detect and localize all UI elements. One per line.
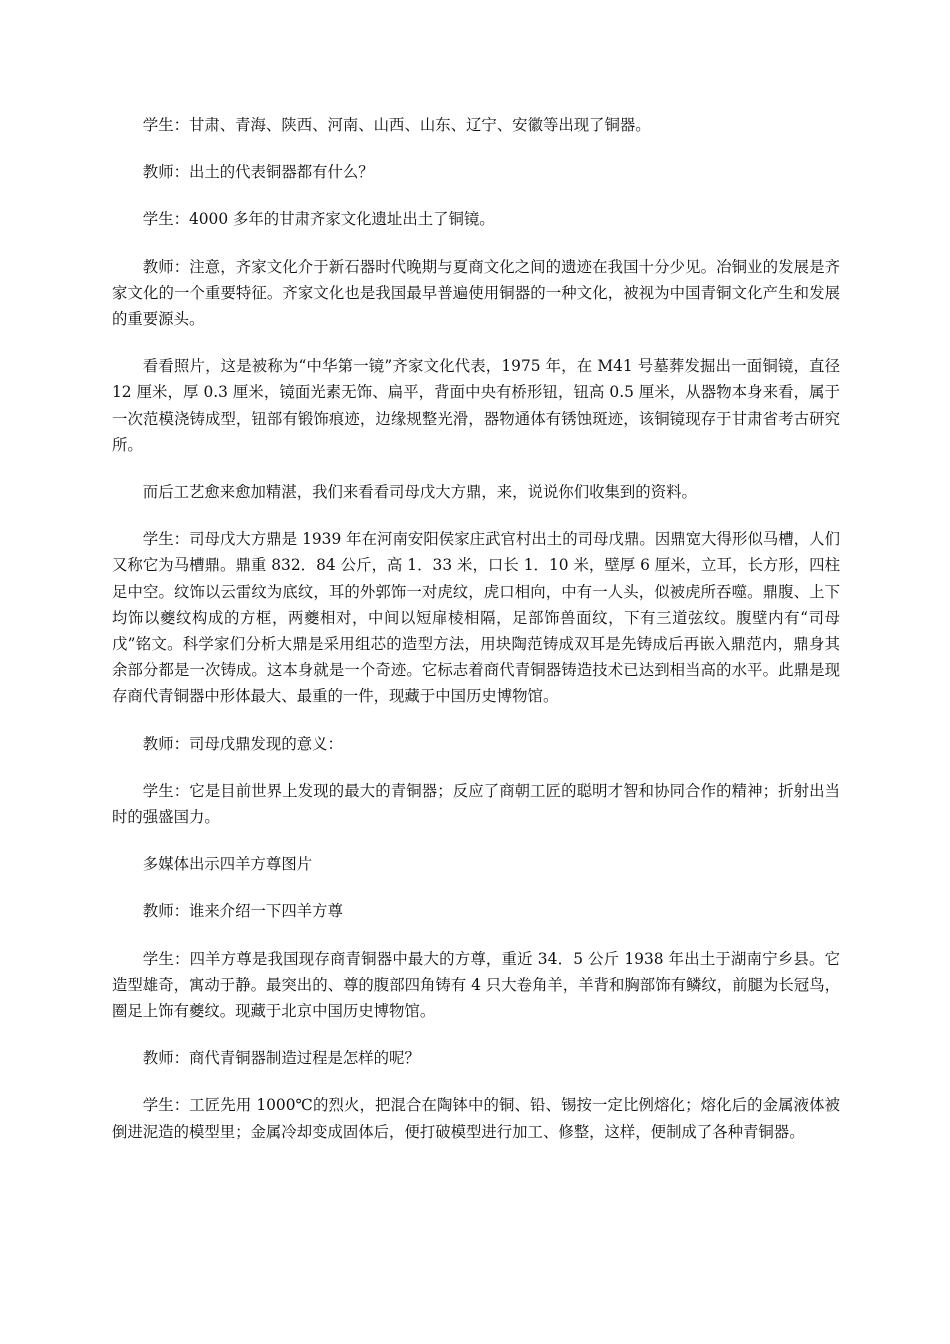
document-page [112, 112, 840, 1166]
paragraph-student-sheep-zun: 学生：四羊方尊是我国现存商青铜器中最大的方尊，重近 34．5 公斤 1938 年出土于湖南宁乡县。它造型雄奇，寓动于静。最突出的、尊的腹部四角铸有 4 只大卷角羊，羊背和胸部饰有鳞纹，前腿为长冠鸟，圈足上饰有夔纹。现藏于北京中国历史博物馆。 [112, 949, 840, 1021]
paragraph-student-simuwu: 学生：司母戊大方鼎是 1939 年在河南安阳侯家庄武官村出土的司母戊鼎。因鼎宽大得形似马槽，人们又称它为马槽鼎。鼎重 832．84 公斤，高 1．33 米，口长 1．10 米，壁厚 6 厘米，立耳，长方形，四柱足中空。纹饰以云雷纹为底纹，耳的外郭饰一对虎纹，虎口相向，中有一人头，似被虎所吞噬。鼎腹、上下均饰以夔纹构成的方框，两夔相对，中间以短扉棱相隔，足部饰兽面纹，下有三道弦纹。腹壁内有“司母戊”铭文。科学家们分析大鼎是采用组芯的造型方法，用块陶范铸成双耳是先铸成后再嵌入鼎范内，鼎身其余部分都是一次铸成。这本身就是一个奇迹。它标志着商代青铜器铸造技术已达到相当高的水平。此鼎是现存商代青铜器中形体最大、最重的一件，现藏于中国历史博物馆。 [112, 530, 840, 706]
paragraph-student-significance: 学生：它是目前世界上发现的最大的青铜器；反应了商朝工匠的聪明才智和协同合作的精神；折射出当时的强盛国力。 [112, 781, 840, 827]
paragraph-teacher-process: 教师：商代青铜器制造过程是怎样的呢？ [142, 1049, 420, 1068]
paragraph-teacher-sheep-zun: 教师：谁来介绍一下四羊方尊 [142, 902, 343, 921]
paragraph-teacher-significance: 教师：司母戊鼎发现的意义： [142, 734, 343, 753]
paragraph-student-regions: 学生：甘肃、青海、陕西、河南、山西、山东、辽宁、安徽等出现了铜器。 [142, 116, 651, 134]
paragraph-teacher-qijia-culture: 教师：注意，齐家文化介于新石器时代晚期与夏商文化之间的遗迹在我国十分少见。冶铜业的发展是齐家文化的一个重要特征。齐家文化也是我国最早普遍使用铜器的一种文化，被视为中国青铜文化产生和发展的重要源头。 [112, 257, 840, 329]
paragraph-student-bronze-mirror: 学生：4000 多年的甘肃齐家文化遗址出土了铜镜。 [142, 210, 495, 229]
paragraph-teacher-question-artifacts: 教师：出土的代表铜器都有什么？ [142, 163, 374, 182]
paragraph-student-process: 学生：工匠先用 1000℃的烈火，把混合在陶钵中的铜、铅、锡按一定比例熔化；熔化后的金属液体被倒进泥造的模型里；金属冷却变成固体后，便打破模型进行加工、修整，这样，便制成了各种青铜器。 [112, 1096, 840, 1141]
paragraph-mirror-photo: 看看照片，这是被称为“中华第一镜”齐家文化代表，1975 年，在 M41 号墓葬发掘出一面铜镜，直径 12 厘米，厚 0.3 厘米，镜面光素无饰、扁平，背面中央有桥形钮，钮高 0.5 厘米，从器物本身来看，属于一次范模浇铸成型，钮部有锻饰痕迹，边缘规整光滑，器物通体有锈蚀斑迹，该铜镜现存于甘肃省考古研究所。 [112, 357, 840, 454]
paragraph-multimedia-note: 多媒体出示四羊方尊图片 [142, 855, 313, 874]
paragraph-simuwu-intro: 而后工艺愈来愈加精湛，我们来看看司母戊大方鼎，来，说说你们收集到的资料。 [142, 483, 697, 502]
